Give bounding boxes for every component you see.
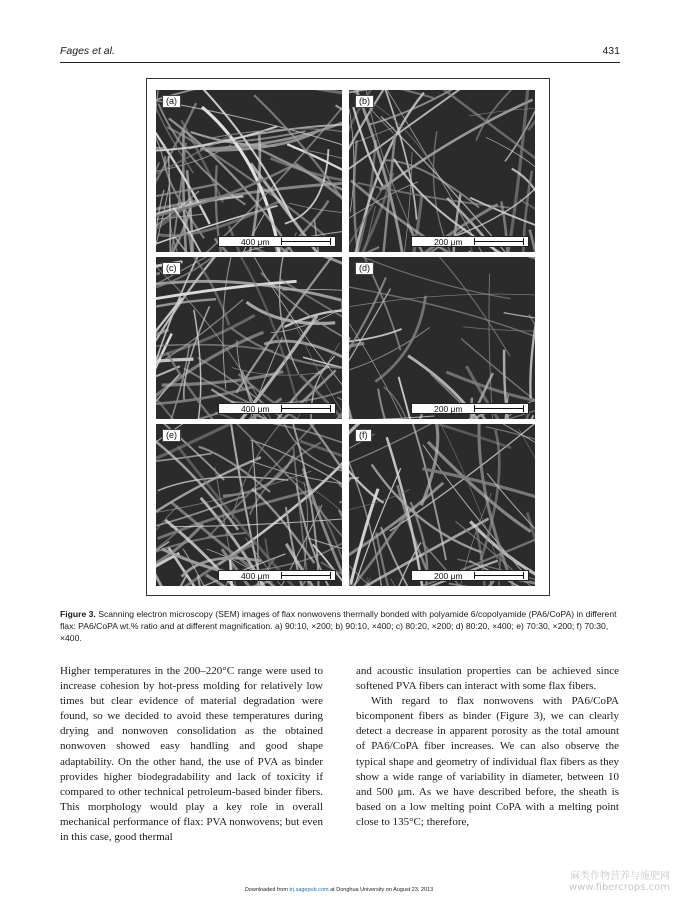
sem-texture bbox=[156, 90, 342, 252]
body-column-right bbox=[356, 664, 619, 830]
caption-text: Scanning electron microscopy (SEM) images of flax nonwovens thermally bonded with polyamide 6/copolyamide (PA6/CoPA) in different flax: PA6/CoPA wt.% ratio and at different magnification. a) 90:10, ×200; b) 90:10, ×400; c) 80:20, ×200; d) 80:20, ×400; e) 70:30, ×200; f) 70:30, ×400. bbox=[60, 609, 617, 643]
panel-label: (d) bbox=[355, 262, 374, 275]
sem-panel-b bbox=[349, 90, 535, 252]
sem-panel-d bbox=[349, 257, 535, 419]
panel-label: (b) bbox=[355, 95, 374, 108]
scale-bar-line bbox=[474, 408, 524, 409]
sem-panel-e bbox=[156, 424, 342, 586]
sem-panel-f bbox=[349, 424, 535, 586]
body-column-left bbox=[60, 664, 323, 845]
page-number: 431 bbox=[602, 45, 620, 57]
scale-bar-cap bbox=[281, 238, 282, 245]
scale-bar-label: 200 μm bbox=[434, 237, 463, 247]
panel-label: (a) bbox=[162, 95, 181, 108]
sem-texture bbox=[349, 424, 535, 586]
watermark bbox=[569, 871, 670, 893]
sem-texture bbox=[156, 257, 342, 419]
scale-bar-cap bbox=[330, 405, 331, 412]
panel-label: (e) bbox=[162, 429, 181, 442]
figure-caption bbox=[60, 608, 620, 644]
scale-bar-cap bbox=[281, 405, 282, 412]
scale-bar-line bbox=[281, 241, 331, 242]
scale-bar-line bbox=[281, 408, 331, 409]
sem-panel-c bbox=[156, 257, 342, 419]
panel-label: (c) bbox=[162, 262, 181, 275]
scale-bar-line bbox=[474, 575, 524, 576]
paragraph-left: Higher temperatures in the 200–220°C range were used to increase cohesion by hot-press molding for relatively low times but clear evidence of material degradation were found, so we decided to avoid these temperatures during drying and nonwoven consolidation as the obtained nonwoven showed easy handling and good shape adaptability. On the other hand, the use of PVA as binder provides higher biodegradability and lack of toxicity if compared to other technical petroleum-based binder fibers. This morphology would play a key role in overall mechanical performance of flax: PVA nonwovens; but even in this case, good thermal bbox=[60, 665, 323, 844]
scale-bar-cap bbox=[474, 572, 475, 579]
scale-bar bbox=[218, 236, 336, 247]
scale-bar-cap bbox=[523, 572, 524, 579]
scale-bar-cap bbox=[330, 238, 331, 245]
scale-bar bbox=[411, 236, 529, 247]
scale-bar bbox=[411, 403, 529, 414]
scale-bar-line bbox=[281, 575, 331, 576]
watermark-line-1: 麻类作物营养与施肥网 bbox=[570, 871, 670, 882]
scale-bar-cap bbox=[281, 572, 282, 579]
sem-texture bbox=[349, 90, 535, 252]
scale-bar-cap bbox=[474, 405, 475, 412]
footer-link[interactable]: trj.sagepub.com bbox=[289, 887, 329, 893]
scale-bar bbox=[218, 403, 336, 414]
figure-3 bbox=[146, 78, 550, 596]
scale-bar-cap bbox=[523, 405, 524, 412]
header-rule bbox=[60, 62, 620, 63]
scale-bar bbox=[218, 570, 336, 581]
running-header-authors: Fages et al. bbox=[60, 45, 115, 57]
footer-suffix: at Donghua University on August 23, 2013 bbox=[330, 887, 434, 893]
caption-label: Figure 3. bbox=[60, 609, 96, 619]
scale-bar-line bbox=[474, 241, 524, 242]
scale-bar-label: 400 μm bbox=[241, 404, 270, 414]
scale-bar-cap bbox=[474, 238, 475, 245]
scale-bar bbox=[411, 570, 529, 581]
sem-texture bbox=[156, 424, 342, 586]
sem-panel-a bbox=[156, 90, 342, 252]
scale-bar-label: 400 μm bbox=[241, 571, 270, 581]
watermark-line-2: www.fibercrops.com bbox=[568, 882, 670, 893]
scale-bar-cap bbox=[330, 572, 331, 579]
scale-bar-label: 400 μm bbox=[241, 237, 270, 247]
footer-prefix: Downloaded from bbox=[244, 887, 288, 893]
sem-texture bbox=[349, 257, 535, 419]
panel-label: (f) bbox=[355, 429, 372, 442]
scale-bar-label: 200 μm bbox=[434, 404, 463, 414]
scale-bar-label: 200 μm bbox=[434, 571, 463, 581]
paragraph-right-1: and acoustic insulation properties can be achieved since softened PVA fibers can interact with some flax fibers. bbox=[356, 665, 619, 693]
paragraph-right-2: With regard to flax nonwovens with PA6/CoPA bicomponent fibers as binder (Figure 3), we can clearly detect a decrease in apparent porosity as the total amount of PA6/CoPA fiber increases. We can also observe the typical shape and geometry of individual flax fibers as they show a wide range of variability in diameter, between 10 and 500 μm. As we have described before, the sheath is based on a low melting point CoPA with a melting point close to 135°C; therefore, bbox=[356, 695, 619, 828]
scale-bar-cap bbox=[523, 238, 524, 245]
